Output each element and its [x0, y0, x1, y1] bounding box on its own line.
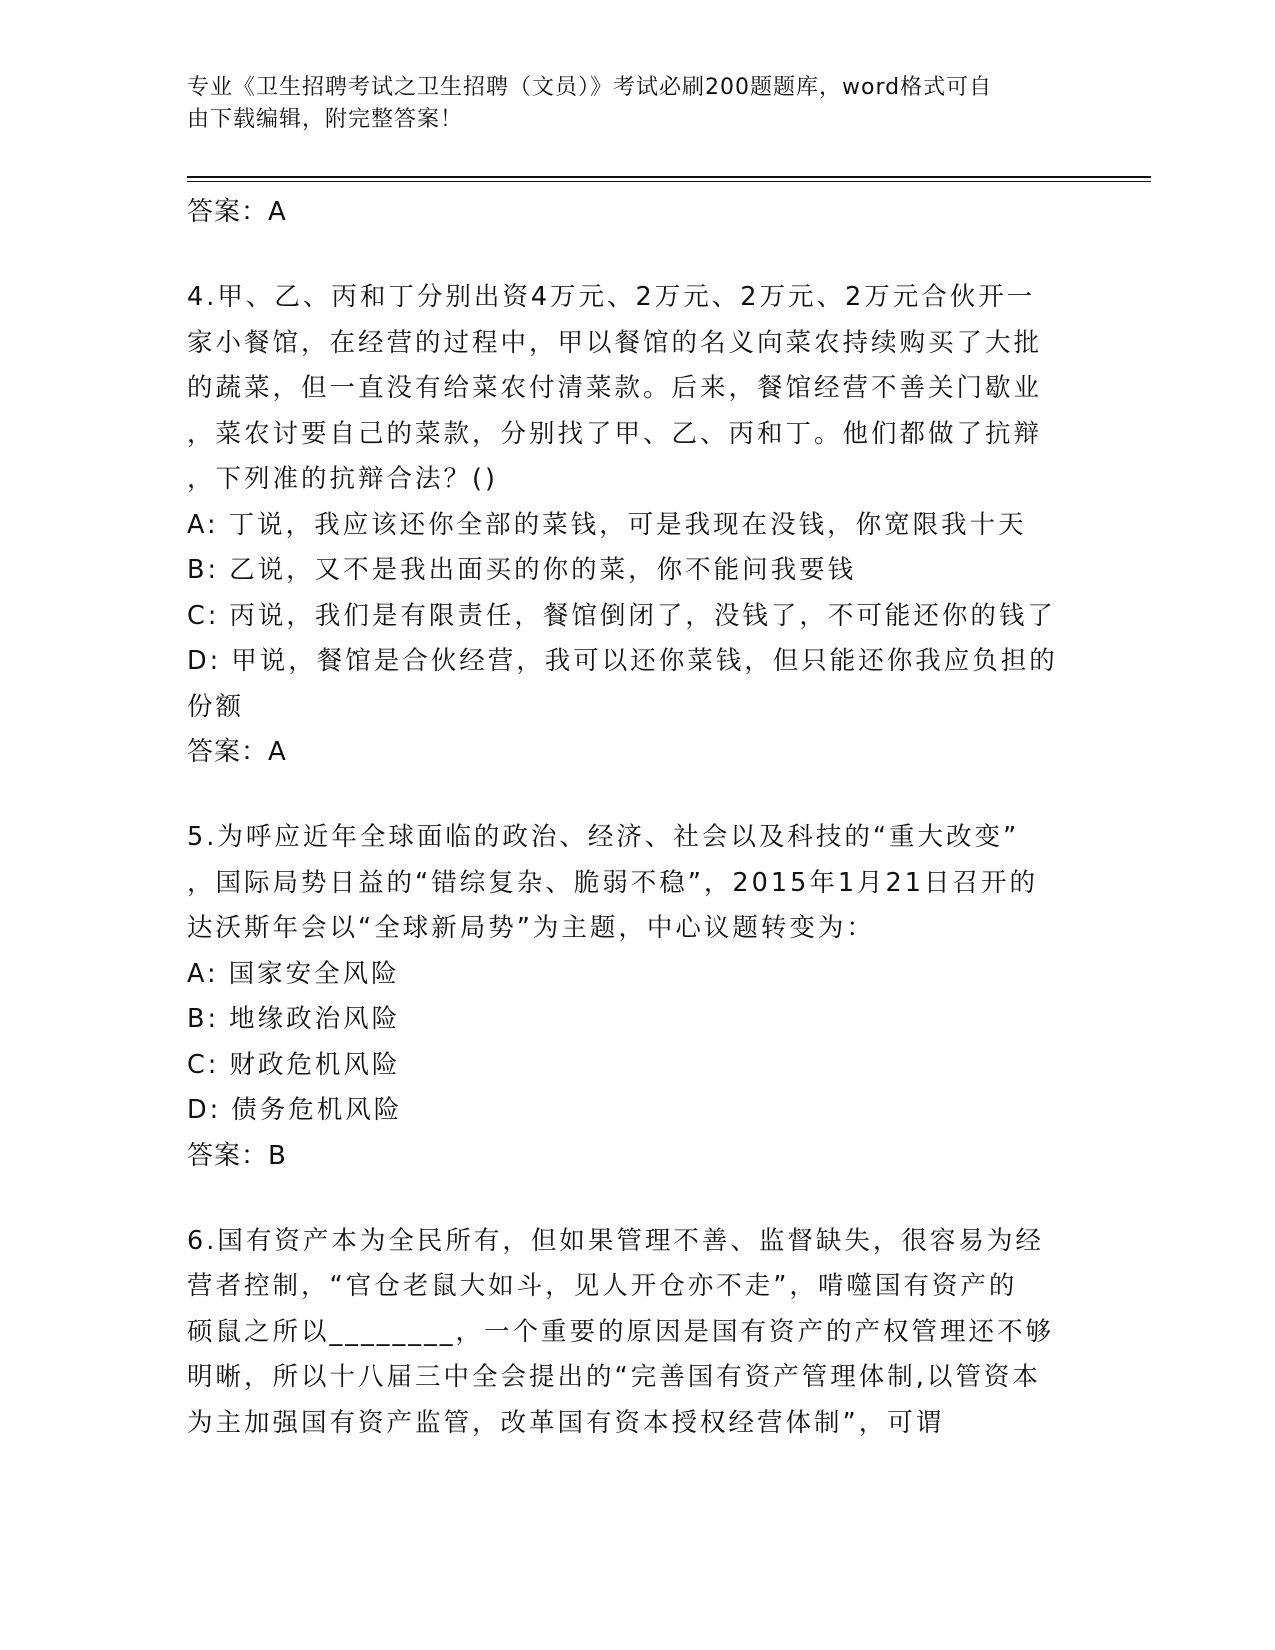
option-letter: B: — [187, 555, 220, 585]
stem-line: ，下列准的抗辩合法？() — [187, 464, 498, 494]
option-d — [187, 639, 1087, 685]
option-c — [187, 1043, 1087, 1089]
stem-line: 营者控制，“官仓老鼠大如斗，见人开仓亦不走”，啃噬国有资产的 — [187, 1271, 1018, 1301]
stem-line: 为主加强国有资产监管，改革国有资本授权经营体制”，可谓 — [187, 1407, 945, 1438]
option-a — [187, 952, 1087, 998]
option-d — [187, 1088, 1087, 1134]
header-line-1: 专业《卫生招聘考试之卫生招聘（文员）》考试必刷200题题库，word格式可自 — [187, 75, 993, 100]
option-letter: D: — [187, 646, 222, 676]
question-6 — [187, 1219, 1087, 1447]
header-rule-thick — [187, 176, 1151, 178]
stem-line: 家小餐馆，在经营的过程中，甲以餐馆的名义向菜农持续购买了大批 — [187, 327, 1043, 358]
option-text: 国家安全风险 — [228, 958, 400, 989]
answer-label: 答案：A — [187, 197, 287, 227]
answer-label: 答案：B — [187, 1140, 287, 1171]
option-c — [187, 594, 1087, 640]
stem-line: ，国际局势日益的“错综复杂、脆弱不稳”，2015年1月21日召开的 — [187, 867, 1038, 898]
option-text: 地缘政治风险 — [229, 1004, 401, 1034]
option-text: 财政危机风险 — [229, 1049, 401, 1080]
stem-line: 4.甲、乙、丙和丁分别出资4万元、2万元、2万元、2万元合伙开一 — [187, 282, 1036, 312]
stem-line: 5.为呼应近年全球面临的政治、经济、社会以及科技的“重大改变” — [187, 822, 1020, 852]
stem-line: 的蔬菜，但一直没有给菜农付清菜款。后来，餐馆经营不善关门歇业 — [187, 373, 1043, 403]
option-d-continuation: 份额 — [187, 691, 245, 722]
stem-line: ，菜农讨要自己的菜款，分别找了甲、乙、丙和丁。他们都做了抗辩 — [187, 418, 1043, 449]
document-header — [187, 72, 1087, 136]
option-b — [187, 548, 1087, 594]
question-4 — [187, 275, 1087, 775]
stem-line: 6.国有资产本为全民所有，但如果管理不善、监督缺失，很容易为经 — [187, 1225, 1044, 1256]
question-5 — [187, 815, 1087, 1179]
option-text: 债务危机风险 — [231, 1095, 403, 1125]
option-letter: A: — [187, 958, 219, 989]
option-letter: C: — [187, 1049, 220, 1080]
header-rule-thin — [187, 181, 1151, 182]
question-stem — [187, 815, 1087, 952]
option-a — [187, 503, 1087, 549]
option-text: 乙说，又不是我出面买的你的菜，你不能问我要钱 — [229, 555, 857, 585]
option-b — [187, 997, 1087, 1043]
option-letter: D: — [187, 1095, 222, 1125]
option-letter: B: — [187, 1004, 220, 1034]
header-line-2: 由下载编辑，附完整答案！ — [187, 107, 464, 132]
question-stem — [187, 275, 1087, 503]
stem-line: 达沃斯年会以“全球新局势”为主题，中心议题转变为： — [187, 913, 875, 943]
option-letter: A: — [187, 509, 219, 540]
answer-label: 答案：A — [187, 737, 287, 767]
document-body — [187, 190, 1087, 1446]
stem-line: 硕鼠之所以________，一个重要的原因是国有资产的产权管理还不够 — [187, 1316, 1055, 1347]
option-text: 丙说，我们是有限责任，餐馆倒闭了，没钱了，不可能还你的钱了 — [229, 600, 1056, 631]
option-text: 丁说，我应该还你全部的菜钱，可是我现在没钱，你宽限我十天 — [228, 509, 1027, 540]
option-letter: C: — [187, 600, 220, 631]
question-stem — [187, 1219, 1087, 1447]
option-text: 甲说，餐馆是合伙经营，我可以还你菜钱，但只能还你我应负担的 — [231, 646, 1058, 676]
stem-line: 明晰，所以十八届三中全会提出的“完善国有资产管理体制,以管资本 — [187, 1362, 1041, 1392]
